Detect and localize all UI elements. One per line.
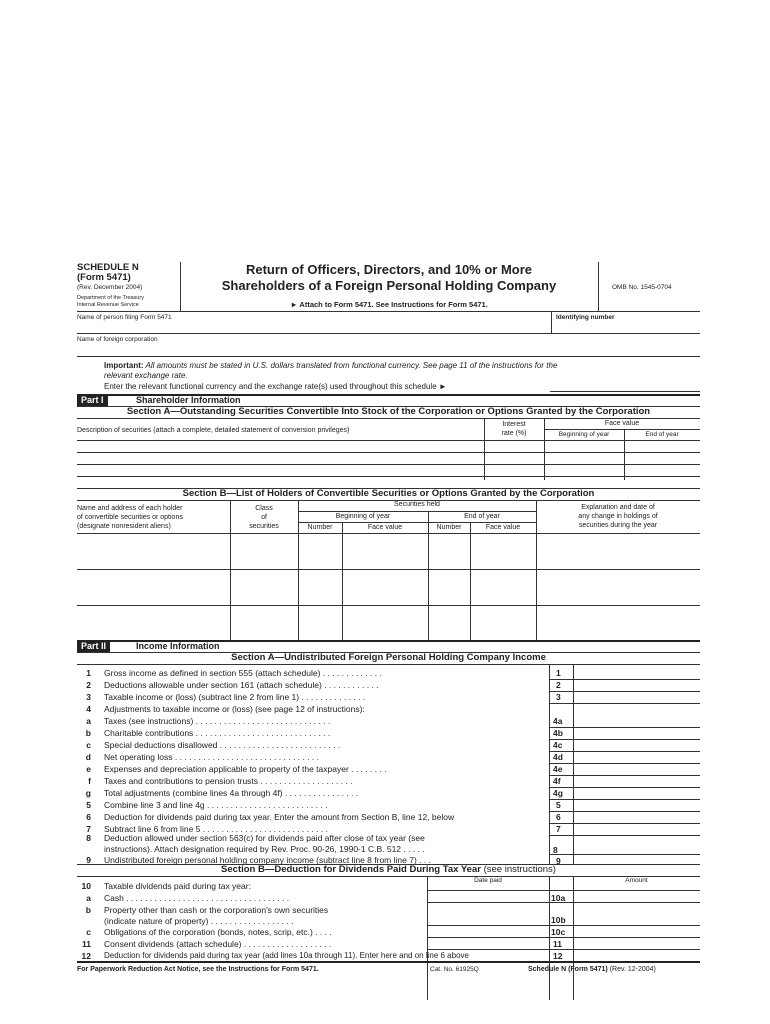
- foreign-corp-field[interactable]: [77, 343, 697, 355]
- line-4b-box: 4b: [553, 728, 563, 738]
- name-filer-field[interactable]: [77, 320, 549, 332]
- line-7-text: Subtract line 6 from line 5 . . . . . . . . . . . . . . . . . . . . . . . . . . .: [104, 824, 328, 834]
- line-2-box: 2: [556, 680, 561, 690]
- line-7-number: 7: [86, 824, 91, 834]
- line-4c-number: c: [86, 740, 91, 750]
- line-10b-letter: b: [85, 905, 91, 915]
- line-4-number: 4: [86, 704, 91, 714]
- line-7-amount[interactable]: [575, 824, 699, 834]
- line-12-text: Deduction for dividends paid during tax year (add lines 10a through 11). Enter here and on line 6 above: [104, 951, 469, 960]
- secA-interest-header-2: rate (%): [501, 430, 527, 437]
- identifying-number-field[interactable]: [556, 320, 698, 332]
- secA-begin-header: Beginning of year: [558, 431, 610, 438]
- part2-title: Income Information: [136, 641, 220, 651]
- secB-number-header-end: Number: [436, 524, 462, 531]
- line-4d-amount[interactable]: [575, 752, 699, 762]
- line-10a-amount[interactable]: [575, 891, 699, 902]
- line-10c-text: Obligations of the corporation (bonds, notes, scrip, etc.) . . . .: [104, 927, 332, 937]
- line-10b-box: 10b: [551, 915, 566, 925]
- part2-sectionA-title: Section A—Undistributed Foreign Personal Holding Company Income: [231, 652, 546, 663]
- important-text-2: relevant exchange rate.: [104, 371, 188, 380]
- line-2-text: Deductions allowable under section 161 (attach schedule) . . . . . . . . . . . .: [104, 680, 379, 690]
- form-title-line-1: Return of Officers, Directors, and 10% or More: [245, 262, 533, 277]
- line-3-box: 3: [556, 692, 561, 702]
- secB-held-header: Securities held: [394, 501, 440, 508]
- line-6-text: Deduction for dividends paid during tax year. Enter the amount from Section B, line 12, below: [104, 812, 455, 822]
- secB-expl-header-3: securities during the year: [578, 522, 658, 529]
- part2-sectionB-title-row: [77, 864, 700, 875]
- secB-class-header-2: of: [261, 514, 267, 521]
- line-6-amount[interactable]: [575, 812, 699, 822]
- secA-rows[interactable]: [77, 441, 483, 475]
- line-8-number: 8: [86, 833, 91, 843]
- important-note: [104, 361, 700, 370]
- line-4e-text: Expenses and depreciation applicable to property of the taxpayer . . . . . . . .: [104, 764, 387, 774]
- line-8-box: 8: [553, 845, 558, 855]
- line-6-box: 6: [556, 812, 561, 822]
- line-9-box: 9: [556, 856, 561, 866]
- line-2-amount[interactable]: [575, 680, 699, 690]
- line-8-text-1: Deduction allowed under section 563(c) for dividends paid after close of tax year (see: [104, 833, 425, 843]
- line-4g-amount[interactable]: [575, 788, 699, 798]
- secB-begin-header: Beginning of year: [335, 513, 391, 520]
- line-4a-amount[interactable]: [575, 716, 699, 726]
- part2-sectionB-title: Section B—Deduction for Dividends Paid During Tax Year: [221, 864, 481, 875]
- secA-end-header: End of year: [645, 431, 679, 438]
- line-10a-letter: a: [86, 893, 91, 903]
- line-4d-number: d: [85, 752, 91, 762]
- line-11-number: 11: [82, 939, 91, 949]
- date-paid-header: Date paid: [474, 877, 502, 884]
- secA-face-value-header: Face value: [604, 420, 640, 427]
- part1-label: Part I: [77, 395, 108, 406]
- line-11-text: Consent dividends (attach schedule) . . . . . . . . . . . . . . . . . . .: [104, 939, 332, 949]
- line-9-number: 9: [86, 855, 91, 865]
- line-4g-text: Total adjustments (combine lines 4a through 4f) . . . . . . . . . . . . . . . .: [104, 788, 359, 798]
- secB-name-header-3: (designate nonresident aliens): [77, 523, 171, 530]
- line-4f-text: Taxes and contributions to pension trusts . . . . . . . . . . . . . . . . . . . .: [104, 776, 353, 786]
- line-4f-number: f: [88, 776, 91, 786]
- line-9-amount[interactable]: [575, 855, 699, 864]
- omb-number: OMB No. 1545-0704: [612, 284, 672, 291]
- line-10b-text-2: (indicate nature of property) . . . . . . . . . . . . . . . . . .: [104, 916, 294, 926]
- important-label: Important:: [104, 361, 144, 370]
- line-10c-letter: c: [86, 927, 91, 937]
- line-4b-number: b: [85, 728, 91, 738]
- line-10a-text: Cash . . . . . . . . . . . . . . . . . . . . . . . . . . . . . . . . . . .: [104, 893, 290, 903]
- department-line-2: Internal Revenue Service: [77, 302, 139, 308]
- form-title-line-2: Shareholders of a Foreign Personal Holding Company: [221, 278, 557, 293]
- line-4f-amount[interactable]: [575, 776, 699, 786]
- footer-schedule-name: Schedule N (Form 5471): [528, 966, 608, 973]
- line-10b-amount[interactable]: [575, 913, 699, 924]
- line-4d-box: 4d: [553, 752, 563, 762]
- line-4c-text: Special deductions disallowed . . . . . . . . . . . . . . . . . . . . . . . . . .: [104, 740, 341, 750]
- line-4a-number: a: [86, 716, 91, 726]
- secB-name-header-2: of convertible securities or options: [77, 514, 183, 521]
- schedule-label: SCHEDULE N: [77, 262, 139, 273]
- line-5-number: 5: [86, 800, 91, 810]
- secB-class-header-1: Class: [255, 505, 273, 512]
- foreign-corp-label: Name of foreign corporation: [77, 336, 158, 343]
- part2-sectionB-suffix: (see instructions): [480, 864, 556, 875]
- line-4d-text: Net operating loss . . . . . . . . . . . . . . . . . . . . . . . . . . . . . . .: [104, 752, 319, 762]
- line-10c-box: 10c: [551, 927, 566, 937]
- line-4e-number: e: [86, 764, 91, 774]
- line-4-text: Adjustments to taxable income or (loss) (see page 12 of instructions):: [104, 704, 365, 714]
- secB-face-header-begin: Face value: [367, 524, 403, 531]
- line-5-amount[interactable]: [575, 800, 699, 810]
- line-1-number: 1: [86, 668, 91, 678]
- secB-expl-header-1: Explanation and date of: [581, 504, 655, 511]
- footer-rev: (Rev. 12-2004): [609, 966, 656, 973]
- line-4a-text: Taxes (see instructions) . . . . . . . . . . . . . . . . . . . . . . . . . . . . .: [104, 716, 331, 726]
- secB-expl-header-2: any change in holdings of: [578, 513, 658, 520]
- currency-instruction: Enter the relevant functional currency and the exchange rate(s) used throughout this schedule ►: [104, 382, 447, 391]
- line-3-amount[interactable]: [575, 692, 699, 702]
- important-text-1: All amounts must be stated in U.S. dollars translated from functional currency. See page 11 of the instructions for the: [145, 361, 558, 370]
- line-11-amount[interactable]: [575, 938, 699, 949]
- form-number: (Form 5471): [77, 272, 131, 283]
- department-line-1: Department of the Treasury: [77, 295, 144, 301]
- paperwork-notice: For Paperwork Reduction Act Notice, see the Instructions for Form 5471.: [77, 966, 319, 973]
- line-5-box: 5: [556, 800, 561, 810]
- line-4g-box: 4g: [553, 788, 563, 798]
- name-filer-label: Name of person filing Form 5471: [77, 314, 172, 321]
- line-6-number: 6: [86, 812, 91, 822]
- secA-interest-header-1: Interest: [502, 421, 526, 428]
- secB-number-header-begin: Number: [307, 524, 333, 531]
- line-7-box: 7: [556, 824, 561, 834]
- line-4f-box: 4f: [553, 776, 561, 786]
- secB-end-header: End of year: [464, 513, 500, 520]
- line-10-text: Taxable dividends paid during tax year:: [104, 881, 251, 891]
- line-4b-amount[interactable]: [575, 728, 699, 738]
- line-10c-amount[interactable]: [575, 926, 699, 937]
- line-4e-amount[interactable]: [575, 764, 699, 774]
- line-10a-box: 10a: [551, 893, 566, 903]
- part1-sectionA-title: Section A—Outstanding Securities Convertible Into Stock of the Corporation or Options Granted by the Corporation: [126, 406, 651, 417]
- line-8-amount[interactable]: [575, 843, 699, 854]
- secB-rows[interactable]: [77, 534, 699, 639]
- line-12-number: 12: [81, 951, 91, 961]
- footer-schedule: [528, 966, 656, 973]
- line-3-number: 3: [86, 692, 91, 702]
- line-10-number: 10: [81, 881, 91, 891]
- catalog-number: Cat. No. 61925Q: [430, 966, 479, 973]
- revision-date: (Rev. December 2004): [77, 284, 143, 291]
- attach-instruction: ► Attach to Form 5471. See Instructions for Form 5471.: [290, 300, 488, 309]
- line-12-amount[interactable]: [575, 950, 699, 960]
- part1-sectionB-title: Section B—List of Holders of Convertible Securities or Options Granted by the Corporation: [182, 488, 595, 499]
- line-9-text: Undistributed foreign personal holding company income (subtract line 8 from line 7) . . .: [104, 855, 431, 865]
- line-10b-text-1: Property other than cash or the corporation's own securities: [104, 905, 329, 915]
- line-4b-text: Charitable contributions . . . . . . . . . . . . . . . . . . . . . . . . . . . . .: [104, 728, 331, 738]
- line-1-amount[interactable]: [575, 668, 699, 678]
- identifying-number-label: Identifying number: [556, 314, 615, 321]
- amount-header: Amount: [625, 877, 648, 884]
- line-4a-box: 4a: [553, 716, 563, 726]
- line-2-number: 2: [86, 680, 91, 690]
- secB-name-header-1: Name and address of each holder: [77, 505, 183, 512]
- line-8-text-2: instructions). Attach designation required by Rev. Proc. 90-26, 1990-1 C.B. 512 . . . . .: [104, 844, 425, 854]
- line-4c-box: 4c: [553, 740, 563, 750]
- line-5-text: Combine line 3 and line 4g . . . . . . . . . . . . . . . . . . . . . . . . . .: [104, 800, 328, 810]
- line-3-text: Taxable income or (loss) (subtract line 2 from line 1) . . . . . . . . . . . . . .: [104, 692, 366, 702]
- line-12-box: 12: [553, 951, 563, 961]
- line-1-text: Gross income as defined in section 555 (attach schedule) . . . . . . . . . . . . .: [104, 668, 382, 678]
- part2-label: Part II: [77, 641, 110, 652]
- line-4e-box: 4e: [553, 764, 563, 774]
- secB-face-header-end: Face value: [485, 524, 521, 531]
- line-4c-amount[interactable]: [575, 740, 699, 750]
- part1-title: Shareholder Information: [136, 395, 241, 405]
- line-1-box: 1: [556, 668, 561, 678]
- secA-description-header: Description of securities (attach a complete, detailed statement of conversion privileges): [77, 427, 350, 434]
- secB-class-header-3: securities: [249, 523, 279, 530]
- line-11-box: 11: [553, 939, 562, 949]
- line-4g-number: g: [85, 788, 91, 798]
